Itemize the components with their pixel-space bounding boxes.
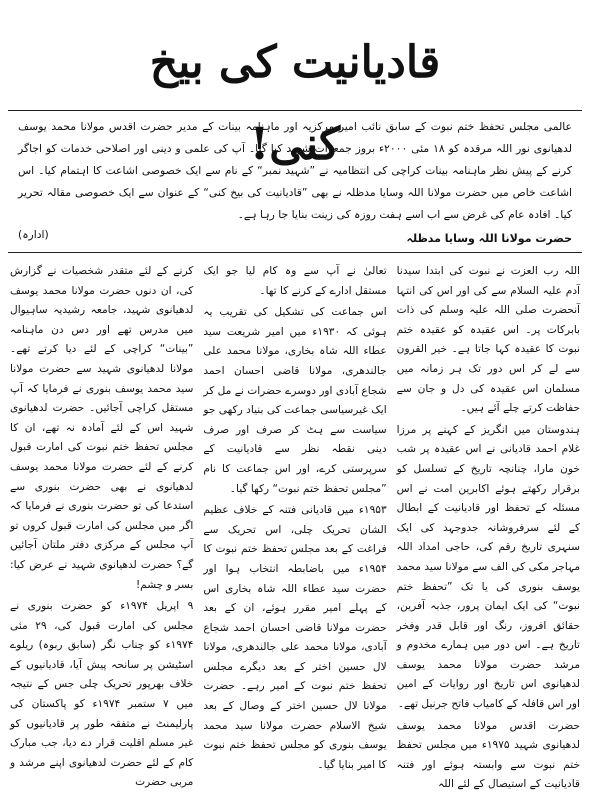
article-column-1: [396, 262, 581, 791]
column-1-paragraph: ہندوستان میں انگریز کے کہنے پر مرزا غلام احمد قادیانی نے اس عقیدہ پر شب خون مارا، چنانچہ تاریخ کے تسلسل کو برقرار رکھتے ہوئے اکابرین امت نے اس مسئلہ کے تحفظ اور قادیانیت کے ابطال کے لئے سرفروشانہ جدوجہد کی ایک سنہری تاریخ رقم کی، حاجی امداد اللہ مہاجر مکی کی الف سے مولانا سید محمد یوسف بنوری کی یا تک ”تحفظ ختم نبوت“ کی ایک ایمان پرور، جذبہ آفرین، حقائق افروز، رنگ اور قابل قدر وفخر تاریخ ہے۔ اس دور میں ہمارے مخدوم و مرشد حضرت مولانا محمد یوسف لدھیانوی اس تاریخ اور روایات کے امین اور اس قافلہ کے کامیاب فاتح جرنیل تھے۔: [396, 423, 580, 711]
article-columns: [10, 262, 581, 791]
intro-box: [18, 116, 572, 246]
author-byline: حضرت مولانا اللہ وسایا مدظلہ: [406, 232, 572, 245]
page-title: قادیانیت کی بیخ کنی!: [149, 37, 441, 170]
intro-text: عالمی مجلس تحفظ ختم نبوت کے سابق نائب امیر مرکزیہ اور ماہنامہ بینات کے مدیر حضرت اقدس مولانا محمد یوسف لدھیانوی نور اللہ مرقدہ کو ۱۸ مئی ۲۰۰۰ء بروز جمعرات شہید کیا گیا۔ آپ کی علمی و دینی اور اصلاحی خدمات کو اجاگر کرنے کے پیش نظر ماہنامہ بینات کراچی کی انتظامیہ نے ”شہید نمبر“ کے نام سے ایک خصوصی اشاعت کا اہتمام کیا۔ اس اشاعت خاص میں حضرت مولانا اللہ وسایا مدظلہ نے بھی ”قادیانیت کی بیخ کنی“ کے عنوان سے ایک خصوصی مقالہ تحریر کیا۔ افادہ عام کی غرض سے اب اسے ہفت روزہ کی زینت بنایا جا رہا ہے۔: [18, 120, 573, 221]
article-column-3: [10, 262, 194, 789]
column-2-paragraph: تعالیٰ نے آپ سے وہ کام لیا جو ایک مستقل ادارے کے کرنے کا تھا۔: [203, 265, 387, 297]
column-1-paragraph: اللہ رب العزت نے نبوت کی ابتدا سیدنا آدم علیہ السلام سے کی اور اس کی انتہا آنحضرت صلی اللہ علیہ وسلم کی ذات بابرکات پر۔ اس عقیدہ کو عقیدہ ختم نبوت کا عقیدہ کہا جاتا ہے۔ خیر القرون سے لے کر اس دور تک ہر زمانہ میں مسلمان اس عقیدہ کی دل و جان سے حفاظت کرتے چلے آئے ہیں۔: [396, 265, 580, 415]
column-1-paragraph: حضرت اقدس مولانا محمد یوسف لدھیانوی شہید ۱۹۷۵ء میں مجلس تحفظ ختم نبوت سے وابستہ ہوئے اور فتنہ قادیانیت کے استیصال کے لئے اللہ: [396, 719, 581, 791]
article-column-2: [203, 262, 387, 771]
intro-credit: (ادارہ): [18, 228, 49, 241]
column-2-paragraph: اس جماعت کی تشکیل کی تقریب یہ ہوئی کہ ۱۹۳۰ء میں امیر شریعت سید عطاء اللہ شاہ بخاری، مولانا محمد علی جالندھری، مولانا قاضی احسان احمد شجاع آبادی اور دوسرے حضرات نے مل کر ایک غیرسیاسی جماعت کی بنیاد رکھی جو سیاست سے ہٹ کر صرف اور صرف دینی نقطہ نظر سے قادیانیت کے سرپرستی کرے، اور اس جماعت کا نام ”مجلس تحفظ ختم نبوت“ رکھا گیا۔: [203, 306, 387, 495]
column-3-paragraph: ۹ اپریل ۱۹۷۴ء کو حضرت بنوری نے مجلس کی امارت قبول کی، ۲۹ مئی ۱۹۷۴ء کو چناب نگر (سابق ربوہ) ریلوے اسٹیشن پر سانحہ پیش آیا، قادیانیوں کے خلاف بھرپور تحریک چلی جس کے نتیجہ میں ۷ ستمبر ۱۹۷۴ء کو پاکستان کی پارلیمنٹ نے متفقہ طور پر قادیانیوں کو غیر مسلم اقلیت قرار دے دیا، جب مبارک کام کے لئے حضرت لدھیانوی اپنے مرشد و مربی حضرت: [10, 600, 194, 789]
column-3-paragraph: کرنے کے لئے متقدر شخصیات نے گزارش کی، ان دنوں حضرت مولانا محمد یوسف لدھیانوی شہید، جامعہ رشیدیہ ساہیوال میں مدرس تھے اور دس دن ماہنامہ ”بینات“ کراچی کے لئے دیا کرتے تھے۔ مولانا لدھیانوی شہید سے حضرت مولانا سید محمد یوسف بنوری نے فرمایا کہ آپ مستقل کراچی آجائیں۔ حضرت لدھیانوی شہید اس کے لئے آمادہ نہ تھے، ان کا مجلس تحفظ ختم نبوت کی امارت قبول کرنے کے لئے حضرت مولانا محمد یوسف لدھیانوی نے بھی حضرت بنوری سے استدعا کی تو حضرت بنوری نے فرمایا کہ اگر میں مجلس کی امارت قبول کروں تو آپ مجلس کے مرکزی دفتر ملتان آجائیں گے؟ حضرت لدھیانوی شہید نے عرض کیا: بسر و چشم!: [10, 265, 194, 591]
column-2-paragraph: ۱۹۵۳ء میں قادیانی فتنہ کے خلاف عظیم الشان تحریک چلی، اس تحریک سے فراغت کے بعد مجلس تحفظ ختم نبوت کا ۱۹۵۴ء میں باضابطہ انتخاب ہوا اور حضرت سید عطاء اللہ شاہ بخاری اس کے پہلے امیر مقرر ہوئے، ان کے بعد حضرت مولانا قاضی احسان احمد شجاع آبادی، مولانا محمد علی جالندھری، مولانا لال حسین اختر کے بعد دیگرے مجلس تحفظ ختم نبوت کے امیر رہے۔ حضرت مولانا لال حسین اختر کے وصال کے بعد شیخ الاسلام حضرت مولانا سید محمد یوسف بنوری کو مجلس تحفظ ختم نبوت کا امیر بنایا گیا۔: [203, 504, 387, 771]
middle-divider: [8, 252, 582, 253]
top-divider: [8, 110, 582, 111]
